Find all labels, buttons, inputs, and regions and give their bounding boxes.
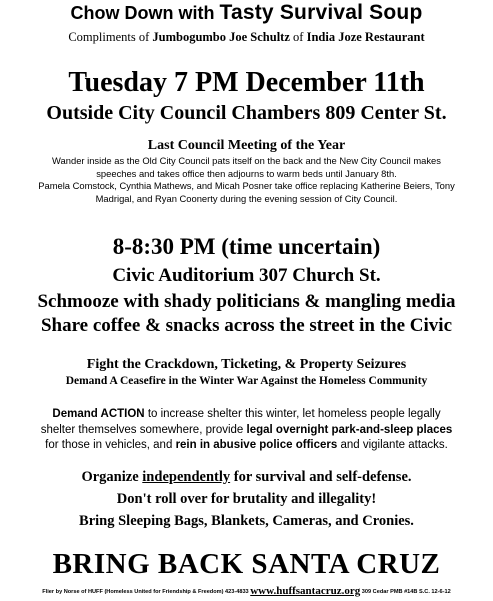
event2-line2: Share coffee & snacks across the street in the Civic xyxy=(40,315,453,336)
organize-line2: Don't roll over for brutality and illegality! xyxy=(116,491,377,507)
organize-line3: Bring Sleeping Bags, Blankets, Cameras, and Cronies. xyxy=(79,513,414,529)
footer-text-right: 309 Cedar PMB #14B S.C. 12-6-12 xyxy=(360,589,451,595)
description-line: Madrigal, and Ryan Coonerty during the evening session of City Council. xyxy=(95,192,398,204)
organize-suffix: for survival and self-defense. xyxy=(230,469,412,485)
demand-text: and vigilante attacks. xyxy=(337,439,448,451)
event1-heading: Last Council Meeting of the Year xyxy=(147,138,346,153)
fight-subheading: Demand A Ceasefire in the Winter War Against the Homeless Community xyxy=(65,375,428,387)
footer-text-left: Flier by Norse of HUFF (Homeless United for Friendship & Freedom) 423-4833 xyxy=(42,589,251,595)
event2-location: Civic Auditorium 307 Church St. xyxy=(112,265,381,286)
description-line: Pamela Comstock, Cynthia Mathews, and Micah Posner take office replacing Katherine Beiers, Tony xyxy=(38,180,455,192)
organize-underline: independently xyxy=(142,469,231,485)
compliments-prefix: Compliments of xyxy=(68,30,153,44)
description-line: Wander inside as the Old City Council pats itself on the back and the New City Council makes xyxy=(52,155,441,166)
demand-bold: legal overnight park-and-sleep places xyxy=(246,423,453,436)
event1-datetime: Tuesday 7 PM December 11th xyxy=(68,67,425,98)
flyer-title xyxy=(0,2,493,24)
description-line: speeches and takes office then adjourns to warm beds until January 8th. xyxy=(96,167,397,179)
title-part-2: Tasty Survival Soup xyxy=(219,1,423,24)
demand-paragraph xyxy=(2,407,491,454)
demand-line xyxy=(2,438,491,454)
demand-line xyxy=(2,423,491,439)
compliments-line xyxy=(0,29,493,45)
event2-line1: Schmooze with shady politicians & mangling media xyxy=(37,291,456,312)
demand-bold: rein in abusive police officers xyxy=(175,439,338,451)
organize-line1 xyxy=(0,468,493,486)
demand-line xyxy=(2,407,491,423)
demand-text: to increase shelter this winter, let homeless people legally xyxy=(144,408,441,420)
demand-text: for those in vehicles, and xyxy=(45,439,176,451)
demand-text: shelter themselves somewhere, provide xyxy=(40,423,247,436)
organize-prefix: Organize xyxy=(81,469,143,485)
closing-slogan: BRING BACK SANTA CRUZ xyxy=(52,548,441,580)
compliments-mid: of xyxy=(289,30,307,44)
fight-heading: Fight the Crackdown, Ticketing, & Property Seizures xyxy=(86,357,407,372)
compliments-place: India Joze Restaurant xyxy=(306,30,425,44)
event2-time: 8-8:30 PM (time uncertain) xyxy=(112,234,381,259)
footer xyxy=(3,585,490,597)
event1-location: Outside City Council Chambers 809 Center St. xyxy=(46,102,447,124)
demand-bold: Demand ACTION xyxy=(52,408,145,420)
compliments-name: Jumbogumbo Joe Schultz xyxy=(152,30,290,44)
footer-url-link[interactable]: www.huffsantacruz.org xyxy=(250,585,361,597)
event1-description xyxy=(4,155,489,205)
title-part-1: Chow Down with xyxy=(70,3,220,23)
